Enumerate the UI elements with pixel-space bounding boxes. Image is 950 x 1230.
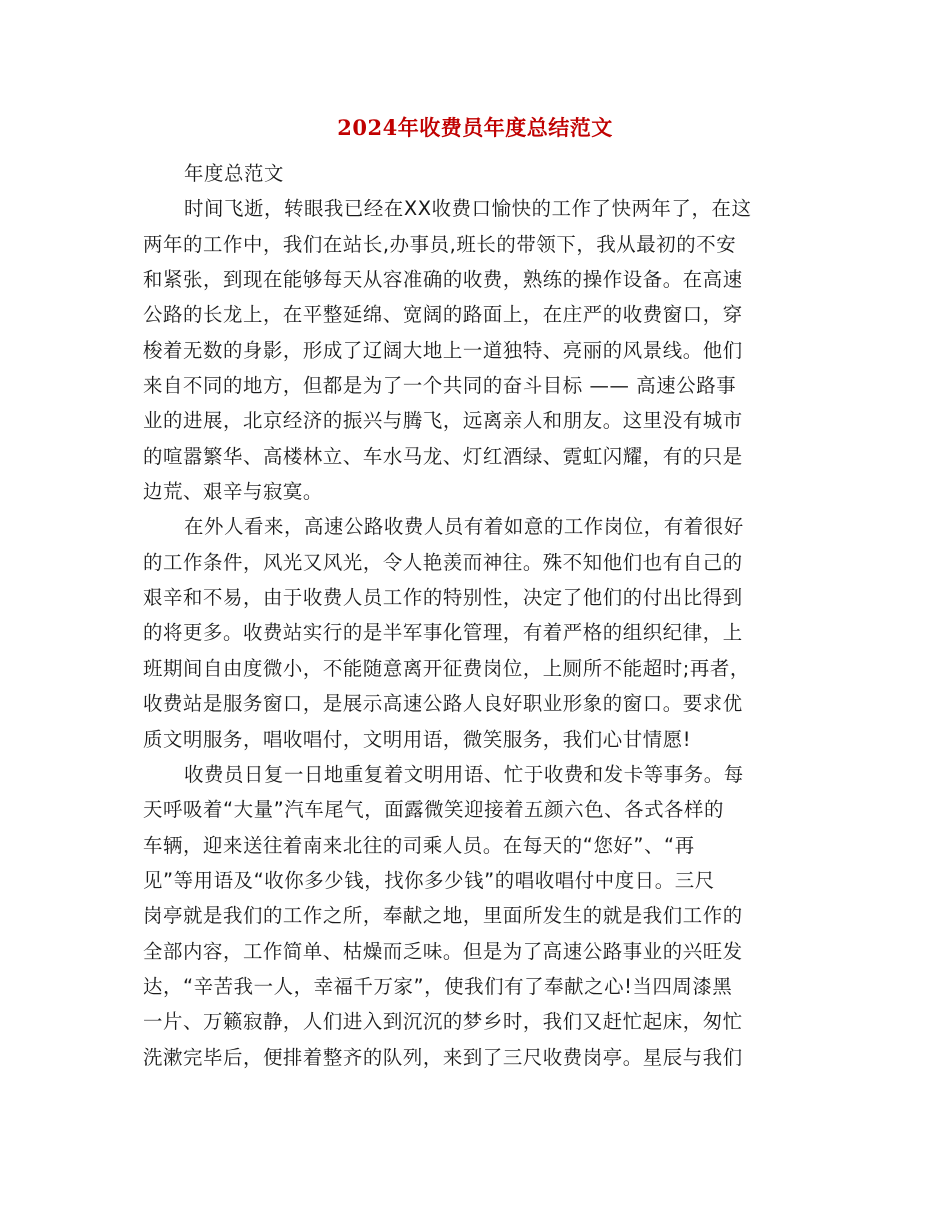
text-line: 洗漱完毕后，便排着整齐的队列，来到了三尺收费岗亭。星辰与我们 (143, 1045, 743, 1069)
text-line: 收费站是服务窗口，是展示高速公路人良好职业形象的窗口。要求优 (143, 692, 743, 716)
text-line: 和紧张，到现在能够每天从容准确的收费，熟练的操作设备。在高速 (143, 268, 743, 292)
text-line: 岗亭就是我们的工作之所，奉献之地，里面所发生的就是我们工作的 (143, 904, 743, 928)
text-line: 达，“辛苦我一人，幸福千万家”，使我们有了奉献之心!当四周漆黑 (143, 974, 733, 998)
text-line: 两年的工作中，我们在站长,办事员,班长的带领下，我从最初的不安 (143, 232, 737, 256)
text-line: 一片、万籁寂静，人们进入到沉沉的梦乡时，我们又赶忙起床，匆忙 (143, 1010, 743, 1034)
text-line: 班期间自由度微小，不能随意离开征费岗位，上厕所不能超时;再者， (143, 656, 750, 680)
text-line: 收费员日复一日地重复着文明用语、忙于收费和发卡等事务。每 (184, 762, 744, 786)
text-line: 全部内容，工作简单、枯燥而乏味。但是为了高速公路事业的兴旺发 (143, 939, 743, 963)
text-line: 见”等用语及“收你多少钱，找你多少钱”的唱收唱付中度日。三尺 (143, 868, 715, 892)
text-line: 梭着无数的身影，形成了辽阔大地上一道独特、亮丽的风景线。他们 (143, 338, 743, 362)
text-line: 来自不同的地方，但都是为了一个共同的奋斗目标 —— 高速公路事 (143, 374, 737, 398)
text-line: 业的进展，北京经济的振兴与腾飞，远离亲人和朋友。这里没有城市 (143, 409, 743, 433)
text-line: 时间飞逝，转眼我已经在XX收费口愉快的工作了快两年了，在这 (184, 197, 752, 221)
text-line: 年度总范文 (184, 162, 284, 185)
text-line: 艰辛和不易，由于收费人员工作的特别性，决定了他们的付出比得到 (143, 586, 743, 610)
text-line: 车辆，迎来送往着南来北往的司乘人员。在每天的“您好”、“再 (143, 833, 695, 857)
text-line: 天呼吸着“大量”汽车尾气，面露微笑迎接着五颜六色、各式各样的 (143, 798, 725, 822)
document-title: 2024年收费员年度总结范文 (337, 115, 613, 140)
text-line: 的工作条件，风光又风光，令人艳羡而神往。殊不知他们也有自己的 (143, 550, 743, 574)
text-line: 的将更多。收费站实行的是半军事化管理，有着严格的组织纪律，上 (143, 621, 743, 645)
text-line: 边荒、艰辛与寂寞。 (143, 480, 323, 504)
text-line: 的喧嚣繁华、高楼林立、车水马龙、灯红酒绿、霓虹闪耀，有的只是 (143, 444, 743, 468)
document-body (143, 156, 803, 1075)
text-line: 在外人看来，高速公路收费人员有着如意的工作岗位，有着很好 (184, 515, 744, 539)
text-line: 公路的长龙上，在平整延绵、宽阔的路面上，在庄严的收费窗口，穿 (143, 303, 743, 327)
text-line: 质文明服务，唱收唱付，文明用语，微笑服务，我们心甘情愿! (143, 727, 692, 751)
